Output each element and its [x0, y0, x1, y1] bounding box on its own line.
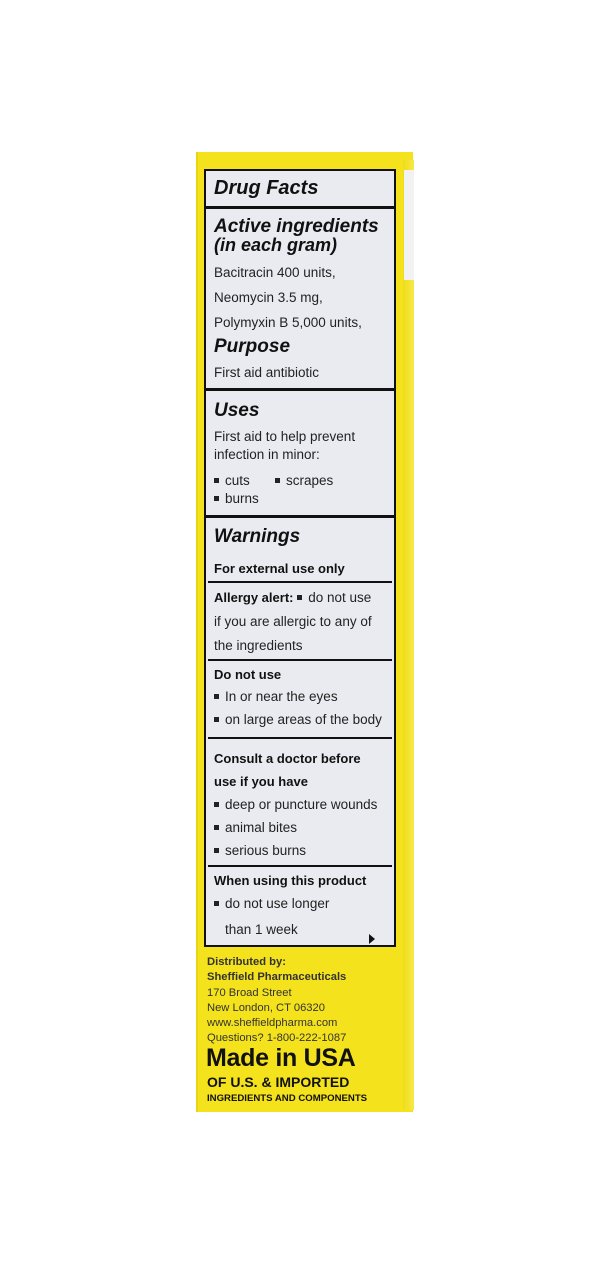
- bullet-icon: [214, 901, 219, 906]
- divider: [208, 865, 392, 867]
- active-heading: Active ingredients: [214, 216, 379, 237]
- uses-line-1: First aid to help prevent: [214, 429, 356, 444]
- bullet-icon: [214, 825, 219, 830]
- uses-heading: Uses: [214, 400, 260, 421]
- origin-line-2: OF U.S. & IMPORTED: [207, 1074, 350, 1090]
- do-not-use-item: In or near the eyes: [214, 689, 338, 704]
- continue-arrow-icon: [369, 934, 375, 944]
- drug-facts-title: Drug Facts: [214, 177, 319, 199]
- bullet-icon: [214, 802, 219, 807]
- consult-item: deep or puncture wounds: [214, 797, 377, 812]
- ingredient-2: Neomycin 3.5 mg,: [214, 290, 323, 305]
- ingredient-3: Polymyxin B 5,000 units,: [214, 315, 362, 330]
- distributor-phone: Questions? 1-800-222-1087: [207, 1032, 347, 1044]
- box-edge: [403, 160, 414, 1110]
- bullet-icon: [214, 717, 219, 722]
- bullet-icon: [214, 478, 219, 483]
- bullet-icon: [214, 694, 219, 699]
- external-use: For external use only: [214, 561, 345, 576]
- ingredient-1: Bacitracin 400 units,: [214, 265, 336, 280]
- do-not-use-item: on large areas of the body: [214, 712, 382, 727]
- distributed-by-label: Distributed by:: [207, 956, 286, 968]
- bullet-icon: [214, 848, 219, 853]
- divider: [206, 388, 394, 391]
- when-using-heading: When using this product: [214, 873, 367, 888]
- distributor-website: www.sheffieldpharma.com: [207, 1017, 338, 1029]
- bullet-icon: [275, 478, 280, 483]
- use-item-burns: burns: [214, 491, 259, 506]
- use-item-scrapes: scrapes: [275, 473, 333, 488]
- purpose-heading: Purpose: [214, 336, 291, 357]
- divider: [206, 515, 394, 518]
- warnings-heading: Warnings: [214, 526, 301, 547]
- distributor-city: New London, CT 06320: [207, 1002, 325, 1014]
- active-subheading: (in each gram): [214, 235, 338, 255]
- origin-line-3: INGREDIENTS AND COMPONENTS: [207, 1093, 368, 1104]
- allergy-line-3: the ingredients: [214, 638, 303, 653]
- distributor-street: 170 Broad Street: [207, 987, 292, 999]
- divider: [208, 581, 392, 583]
- divider: [208, 737, 392, 739]
- box-flap: [404, 170, 414, 280]
- distributor-name: Sheffield Pharmaceuticals: [207, 971, 347, 983]
- allergy-alert: Allergy alert: do not use: [214, 590, 372, 605]
- drug-facts-panel: [204, 169, 396, 947]
- do-not-use-heading: Do not use: [214, 667, 282, 682]
- purpose-text: First aid antibiotic: [214, 365, 320, 380]
- made-in-usa: Made in USA: [206, 1044, 356, 1072]
- use-item-cuts: cuts: [214, 473, 250, 488]
- divider: [206, 206, 394, 209]
- allergy-line-2: if you are allergic to any of: [214, 614, 372, 629]
- bullet-icon: [214, 496, 219, 501]
- uses-line-2: infection in minor:: [214, 447, 320, 462]
- consult-line-1: Consult a doctor before: [214, 751, 361, 766]
- bullet-icon: [297, 595, 302, 600]
- divider: [208, 659, 392, 661]
- when-using-item: do not use longer: [214, 896, 329, 911]
- when-using-line-2: than 1 week: [225, 922, 298, 937]
- consult-line-2: use if you have: [214, 774, 308, 789]
- consult-item: serious burns: [214, 843, 306, 858]
- consult-item: animal bites: [214, 820, 297, 835]
